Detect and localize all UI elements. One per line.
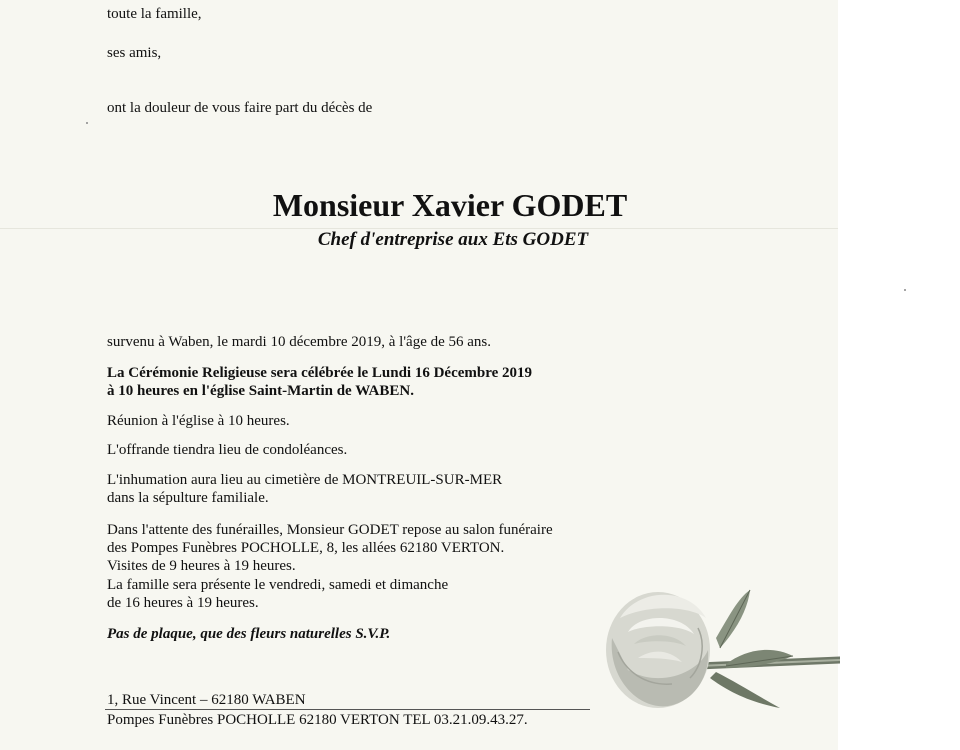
line-visites: Visites de 9 heures à 19 heures. xyxy=(107,558,296,574)
funeral-home-line: Pompes Funèbres POCHOLLE 62180 VERTON TEL 03.21.09.43.27. xyxy=(107,712,528,728)
line-attente-1: Dans l'attente des funérailles, Monsieur GODET repose au salon funéraire xyxy=(107,522,553,538)
line-famille: toute la famille, xyxy=(107,6,202,22)
line-famille-presente-2: de 16 heures à 19 heures. xyxy=(107,595,259,611)
line-douleur: ont la douleur de vous faire part du décès de xyxy=(107,100,373,116)
line-inhumation-1: L'inhumation aura lieu au cimetière de MONTREUIL-SUR-MER xyxy=(107,472,503,488)
white-rose-icon xyxy=(598,578,840,718)
paper-speck xyxy=(86,122,88,124)
deceased-title: Chef d'entreprise aux Ets GODET xyxy=(317,229,589,250)
line-survenu: survenu à Waben, le mardi 10 décembre 2019, à l'âge de 56 ans. xyxy=(107,334,492,350)
line-fleurs: Pas de plaque, que des fleurs naturelles S.V.P. xyxy=(107,626,391,642)
address-line: 1, Rue Vincent – 62180 WABEN xyxy=(107,692,306,708)
line-ceremonie-1: La Cérémonie Religieuse sera célébrée le Lundi 16 Décembre 2019 xyxy=(107,365,533,381)
line-ceremonie-2: à 10 heures en l'église Saint-Martin de WABEN. xyxy=(107,383,414,399)
line-offrande: L'offrande tiendra lieu de condoléances. xyxy=(107,442,348,458)
line-inhumation-2: dans la sépulture familiale. xyxy=(107,490,269,506)
footer-divider xyxy=(105,709,590,710)
line-famille-presente-1: La famille sera présente le vendredi, samedi et dimanche xyxy=(107,577,449,593)
line-amis: ses amis, xyxy=(107,45,162,61)
deceased-name: Monsieur Xavier GODET xyxy=(272,187,628,223)
scan-speck xyxy=(904,289,906,291)
line-attente-2: des Pompes Funèbres POCHOLLE, 8, les allées 62180 VERTON. xyxy=(107,540,505,556)
line-reunion: Réunion à l'église à 10 heures. xyxy=(107,413,290,429)
